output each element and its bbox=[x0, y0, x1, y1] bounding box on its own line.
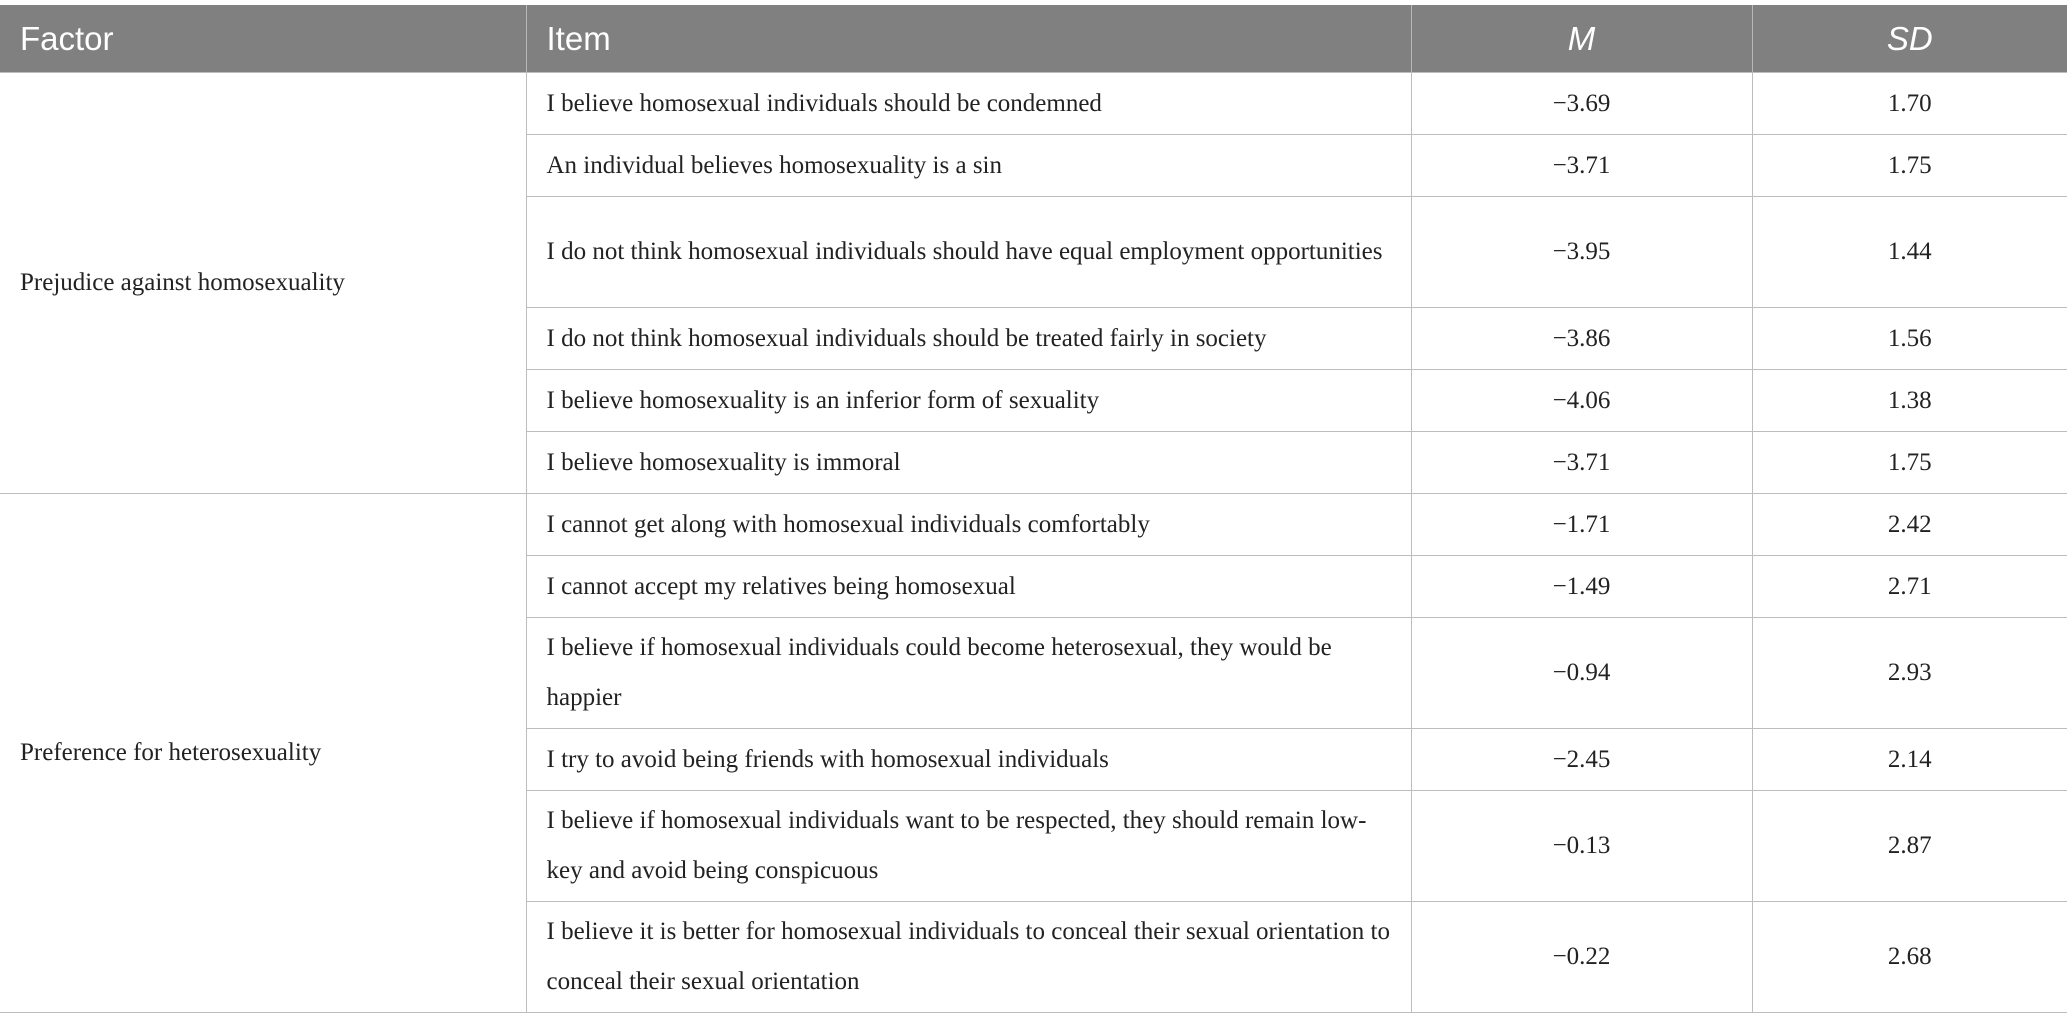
mean-cell: −4.06 bbox=[1411, 370, 1752, 432]
table-row bbox=[0, 73, 2067, 135]
item-cell: I cannot accept my relatives being homosexual bbox=[526, 556, 1411, 618]
sd-cell: 1.70 bbox=[1752, 73, 2067, 135]
mean-cell: −3.86 bbox=[1411, 308, 1752, 370]
sd-cell: 2.87 bbox=[1752, 791, 2067, 902]
sd-cell: 2.68 bbox=[1752, 902, 2067, 1013]
item-cell: I try to avoid being friends with homosexual individuals bbox=[526, 729, 1411, 791]
item-cell: I do not think homosexual individuals should be treated fairly in society bbox=[526, 308, 1411, 370]
table-row bbox=[0, 494, 2067, 556]
header-sd: SD bbox=[1752, 5, 2067, 73]
mean-cell: −3.95 bbox=[1411, 197, 1752, 308]
item-cell: I believe homosexual individuals should be condemned bbox=[526, 73, 1411, 135]
item-cell: I believe homosexuality is an inferior form of sexuality bbox=[526, 370, 1411, 432]
table-header-row bbox=[0, 5, 2067, 73]
sd-cell: 1.75 bbox=[1752, 432, 2067, 494]
mean-cell: −1.49 bbox=[1411, 556, 1752, 618]
mean-cell: −0.13 bbox=[1411, 791, 1752, 902]
item-cell: I believe if homosexual individuals want to be respected, they should remain low-key and avoid being conspicuous bbox=[526, 791, 1411, 902]
sd-cell: 2.42 bbox=[1752, 494, 2067, 556]
sd-cell: 1.44 bbox=[1752, 197, 2067, 308]
sd-cell: 1.56 bbox=[1752, 308, 2067, 370]
mean-cell: −1.71 bbox=[1411, 494, 1752, 556]
mean-cell: −0.22 bbox=[1411, 902, 1752, 1013]
sd-cell: 2.71 bbox=[1752, 556, 2067, 618]
mean-cell: −0.94 bbox=[1411, 618, 1752, 729]
factor-cell: Prejudice against homosexuality bbox=[0, 73, 526, 494]
mean-cell: −3.71 bbox=[1411, 432, 1752, 494]
factor-items-table bbox=[0, 5, 2067, 1013]
sd-cell: 1.75 bbox=[1752, 135, 2067, 197]
mean-cell: −3.69 bbox=[1411, 73, 1752, 135]
header-item: Item bbox=[526, 5, 1411, 73]
item-cell: I do not think homosexual individuals should have equal employment opportunities bbox=[526, 197, 1411, 308]
header-factor: Factor bbox=[0, 5, 526, 73]
item-cell: I believe it is better for homosexual individuals to conceal their sexual orientation to conceal their sexual orientation bbox=[526, 902, 1411, 1013]
header-m: M bbox=[1411, 5, 1752, 73]
item-cell: I cannot get along with homosexual individuals comfortably bbox=[526, 494, 1411, 556]
mean-cell: −3.71 bbox=[1411, 135, 1752, 197]
item-cell: An individual believes homosexuality is a sin bbox=[526, 135, 1411, 197]
sd-cell: 1.38 bbox=[1752, 370, 2067, 432]
factor-cell: Preference for heterosexuality bbox=[0, 494, 526, 1013]
item-cell: I believe if homosexual individuals could become heterosexual, they would be happier bbox=[526, 618, 1411, 729]
sd-cell: 2.14 bbox=[1752, 729, 2067, 791]
item-cell: I believe homosexuality is immoral bbox=[526, 432, 1411, 494]
sd-cell: 2.93 bbox=[1752, 618, 2067, 729]
mean-cell: −2.45 bbox=[1411, 729, 1752, 791]
